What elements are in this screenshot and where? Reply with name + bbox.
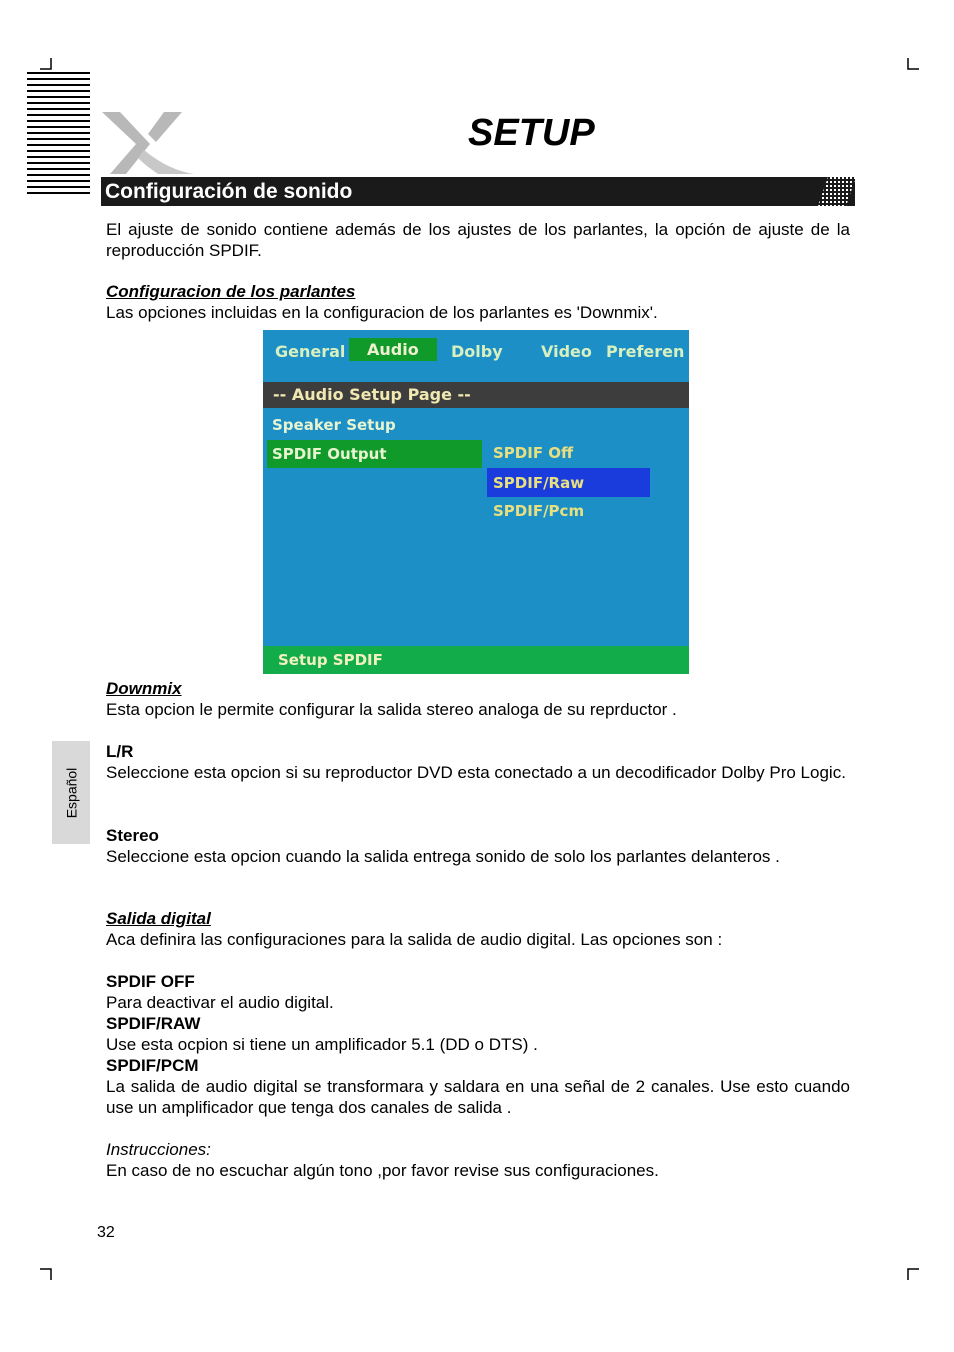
- downmix-text: Esta opcion le permite configurar la salida stereo analoga de su reprductor .: [106, 700, 677, 719]
- osd-menu-spdif-output-row: [267, 440, 482, 468]
- crop-mark-top-right-icon: [907, 58, 919, 70]
- downmix-heading: Downmix: [106, 679, 182, 698]
- language-side-tab: [52, 741, 90, 844]
- osd-page-title: -- Audio Setup Page --: [273, 385, 471, 404]
- crop-mark-bottom-left-icon: [40, 1268, 52, 1280]
- osd-option-spdif-off: SPDIF Off: [493, 444, 574, 462]
- stereo-text: Seleccione esta opcion cuando la salida entrega sonido de solo los parlantes delanteros .: [106, 847, 780, 866]
- osd-page-title-bar: [263, 382, 689, 408]
- speaker-config-text: Las opciones incluidas en la configuracion de los parlantes es 'Downmix'.: [106, 303, 658, 322]
- osd-status-bar: [263, 646, 689, 674]
- osd-option-spdif-raw: SPDIF/Raw: [493, 474, 585, 492]
- language-label: Español: [63, 767, 79, 818]
- section-title: Configuración de sonido: [105, 180, 353, 203]
- osd-menu-speaker-setup: Speaker Setup: [272, 416, 396, 434]
- crop-mark-bottom-right-icon: [907, 1268, 919, 1280]
- osd-setup-screenshot: [263, 330, 689, 674]
- osd-menu-spdif-output: SPDIF Output: [272, 445, 387, 463]
- osd-tab-general: General: [275, 342, 346, 361]
- osd-tab-video: Video: [541, 342, 592, 361]
- instructions-text: En caso de no escuchar algún tono ,por favor revise sus configuraciones.: [106, 1161, 659, 1180]
- lr-heading: L/R: [106, 742, 134, 761]
- dot-pattern-icon: [818, 177, 856, 206]
- page-number: 32: [97, 1224, 115, 1241]
- spdif-pcm-text: La salida de audio digital se transformara y saldara en una señal de 2 canales. Use esto cuando use un amplificador que tenga dos canales de salida .: [106, 1077, 850, 1117]
- digital-heading: Salida digital: [106, 909, 211, 928]
- osd-tab-preferen: Preferen: [606, 342, 685, 361]
- intro-paragraph: El ajuste de sonido contiene además de los ajustes de los parlantes, la opción de ajuste de la reproducción SPDIF.: [106, 220, 850, 260]
- osd-option-spdif-raw-row: [487, 468, 650, 497]
- crop-mark-top-left-icon: [40, 58, 52, 70]
- osd-tab-dolby: Dolby: [451, 342, 503, 361]
- osd-status-text: Setup SPDIF: [278, 651, 383, 669]
- spdif-off-text: Para deactivar el audio digital.: [106, 993, 334, 1012]
- spdif-off-heading: SPDIF OFF: [106, 972, 195, 991]
- osd-tab-audio: Audio: [349, 338, 437, 361]
- decorative-stripes: [27, 72, 90, 198]
- spdif-raw-heading: SPDIF/RAW: [106, 1014, 201, 1033]
- speaker-config-heading: Configuracion de los parlantes: [106, 282, 356, 301]
- instructions-heading: Instrucciones:: [106, 1140, 211, 1159]
- spdif-pcm-heading: SPDIF/PCM: [106, 1056, 199, 1075]
- digital-text: Aca definira las configuraciones para la salida de audio digital. Las opciones son :: [106, 930, 723, 949]
- osd-option-spdif-pcm: SPDIF/Pcm: [493, 502, 585, 520]
- x-brand-logo-icon: [98, 108, 198, 178]
- lr-text: Seleccione esta opcion si su reproductor DVD esta conectado a un decodificador Dolby Pro Logic.: [106, 763, 846, 782]
- page-title: SETUP: [468, 112, 595, 154]
- spdif-raw-text: Use esta ocpion si tiene un amplificador 5.1 (DD o DTS) .: [106, 1035, 538, 1054]
- stereo-heading: Stereo: [106, 826, 159, 845]
